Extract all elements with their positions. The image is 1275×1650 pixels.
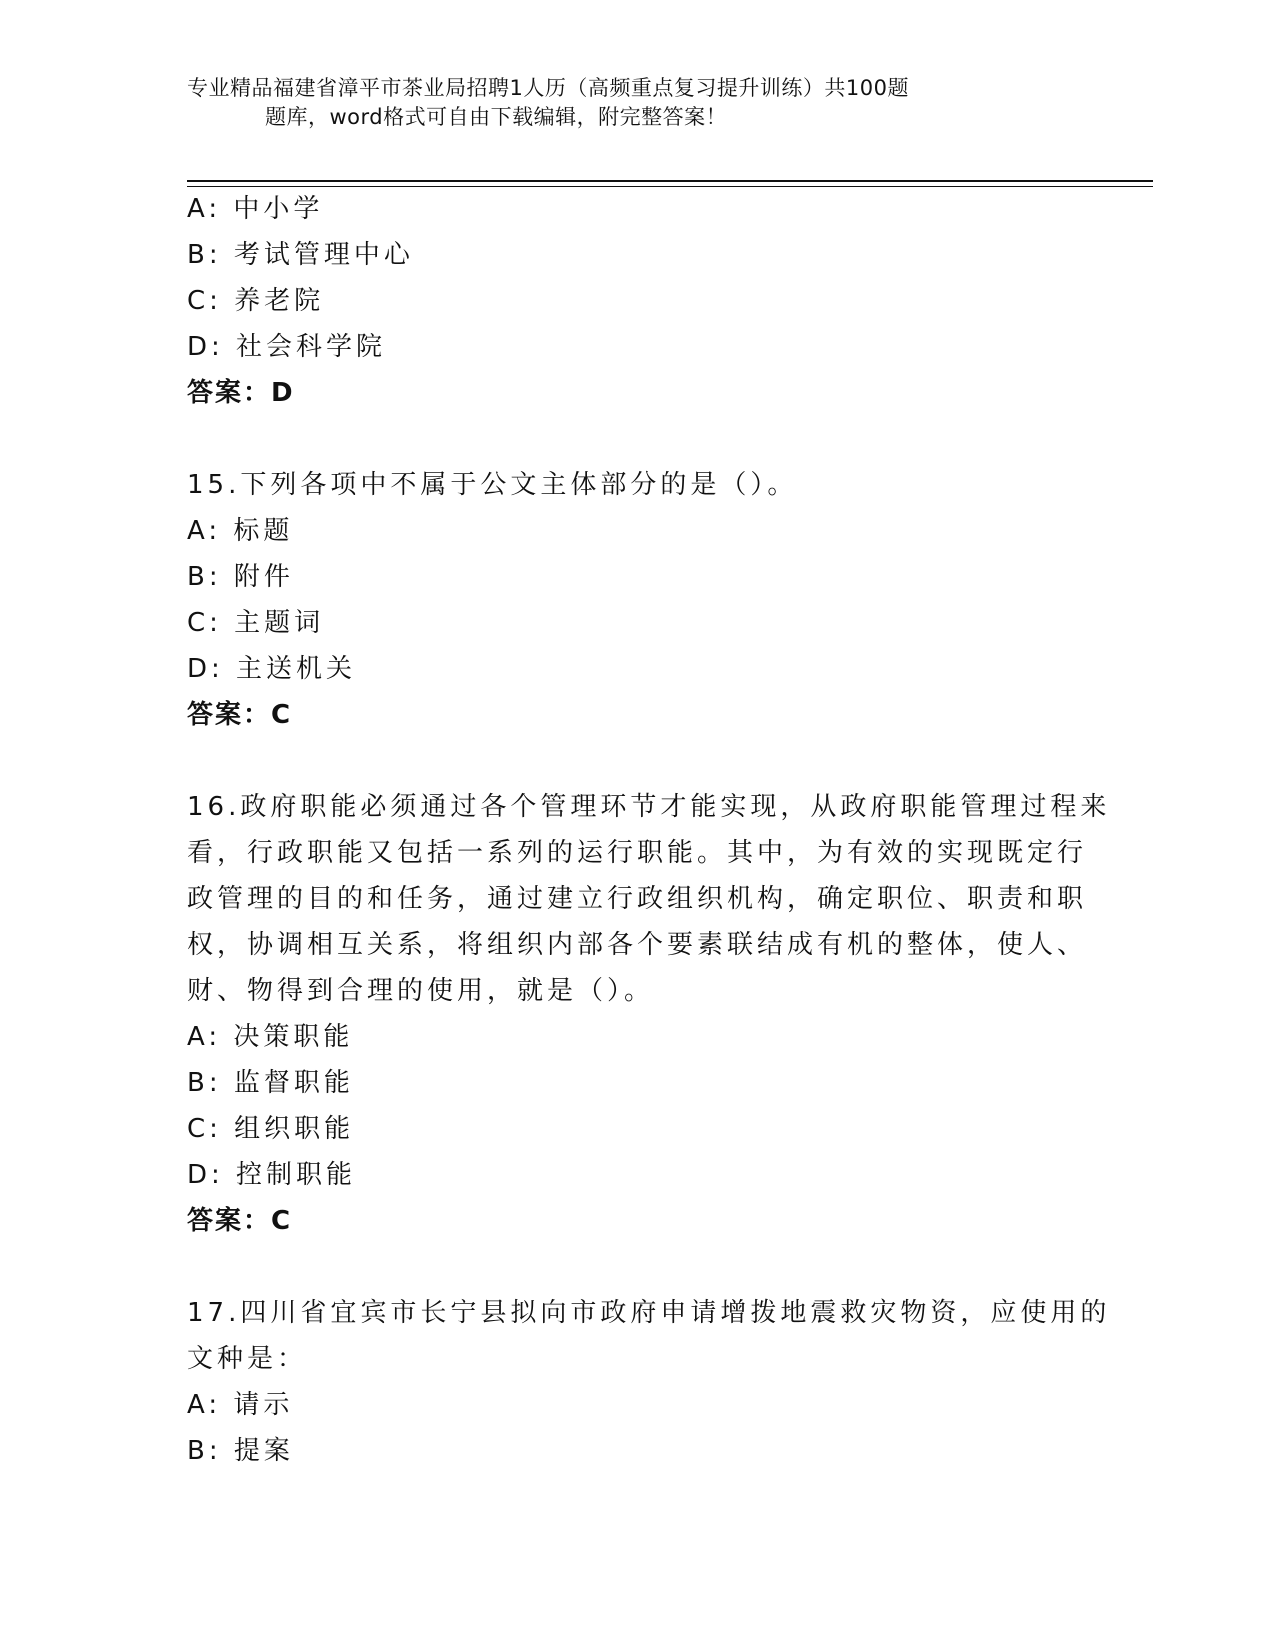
option-a: A: 标题 bbox=[187, 516, 294, 546]
answer: 答案：C bbox=[187, 1206, 293, 1236]
option-b: B: 附件 bbox=[187, 562, 294, 592]
question-stem-line: 16.政府职能必须通过各个管理环节才能实现，从政府职能管理过程来 bbox=[187, 792, 1111, 822]
question-stem-line: 政管理的目的和任务，通过建立行政组织机构，确定职位、职责和职 bbox=[187, 884, 1088, 914]
option-c: C: 养老院 bbox=[187, 286, 325, 316]
option-b: B: 监督职能 bbox=[187, 1068, 354, 1098]
page-header bbox=[187, 74, 1067, 132]
header-title-line-1: 专业精品福建省漳平市茶业局招聘1人历（高频重点复习提升训练）共100题 bbox=[187, 76, 909, 100]
question-14 bbox=[187, 186, 1087, 416]
option-a: A: 决策职能 bbox=[187, 1022, 354, 1052]
option-c: C: 主题词 bbox=[187, 608, 325, 638]
header-divider-thick bbox=[187, 180, 1153, 182]
answer: 答案：D bbox=[187, 378, 295, 408]
question-stem: 15.下列各项中不属于公文主体部分的是（）。 bbox=[187, 470, 798, 500]
question-17 bbox=[187, 1290, 1111, 1474]
option-a: A: 请示 bbox=[187, 1390, 294, 1420]
option-c: C: 组织职能 bbox=[187, 1114, 355, 1144]
question-stem-line: 权，协调相互关系，将组织内部各个要素联结成有机的整体，使人、 bbox=[187, 930, 1088, 960]
document-body bbox=[187, 186, 1111, 1474]
answer: 答案：C bbox=[187, 700, 293, 730]
option-d: D: 社会科学院 bbox=[187, 332, 387, 362]
option-b: B: 考试管理中心 bbox=[187, 240, 414, 270]
header-title-line-2: 题库，word格式可自由下载编辑，附完整答案！ bbox=[265, 105, 728, 129]
option-b: B: 提案 bbox=[187, 1436, 294, 1466]
question-stem-line: 17.四川省宜宾市长宁县拟向市政府申请增拨地震救灾物资，应使用的 bbox=[187, 1298, 1111, 1328]
question-stem-line: 看，行政职能又包括一系列的运行职能。其中，为有效的实现既定行 bbox=[187, 838, 1088, 868]
option-d: D: 主送机关 bbox=[187, 654, 357, 684]
question-stem-line: 财、物得到合理的使用，就是（）。 bbox=[187, 976, 655, 1006]
question-15 bbox=[187, 462, 1087, 738]
option-a: A: 中小学 bbox=[187, 194, 324, 224]
question-16 bbox=[187, 784, 1111, 1244]
question-stem-line: 文种是： bbox=[187, 1344, 308, 1374]
option-d: D: 控制职能 bbox=[187, 1160, 357, 1190]
